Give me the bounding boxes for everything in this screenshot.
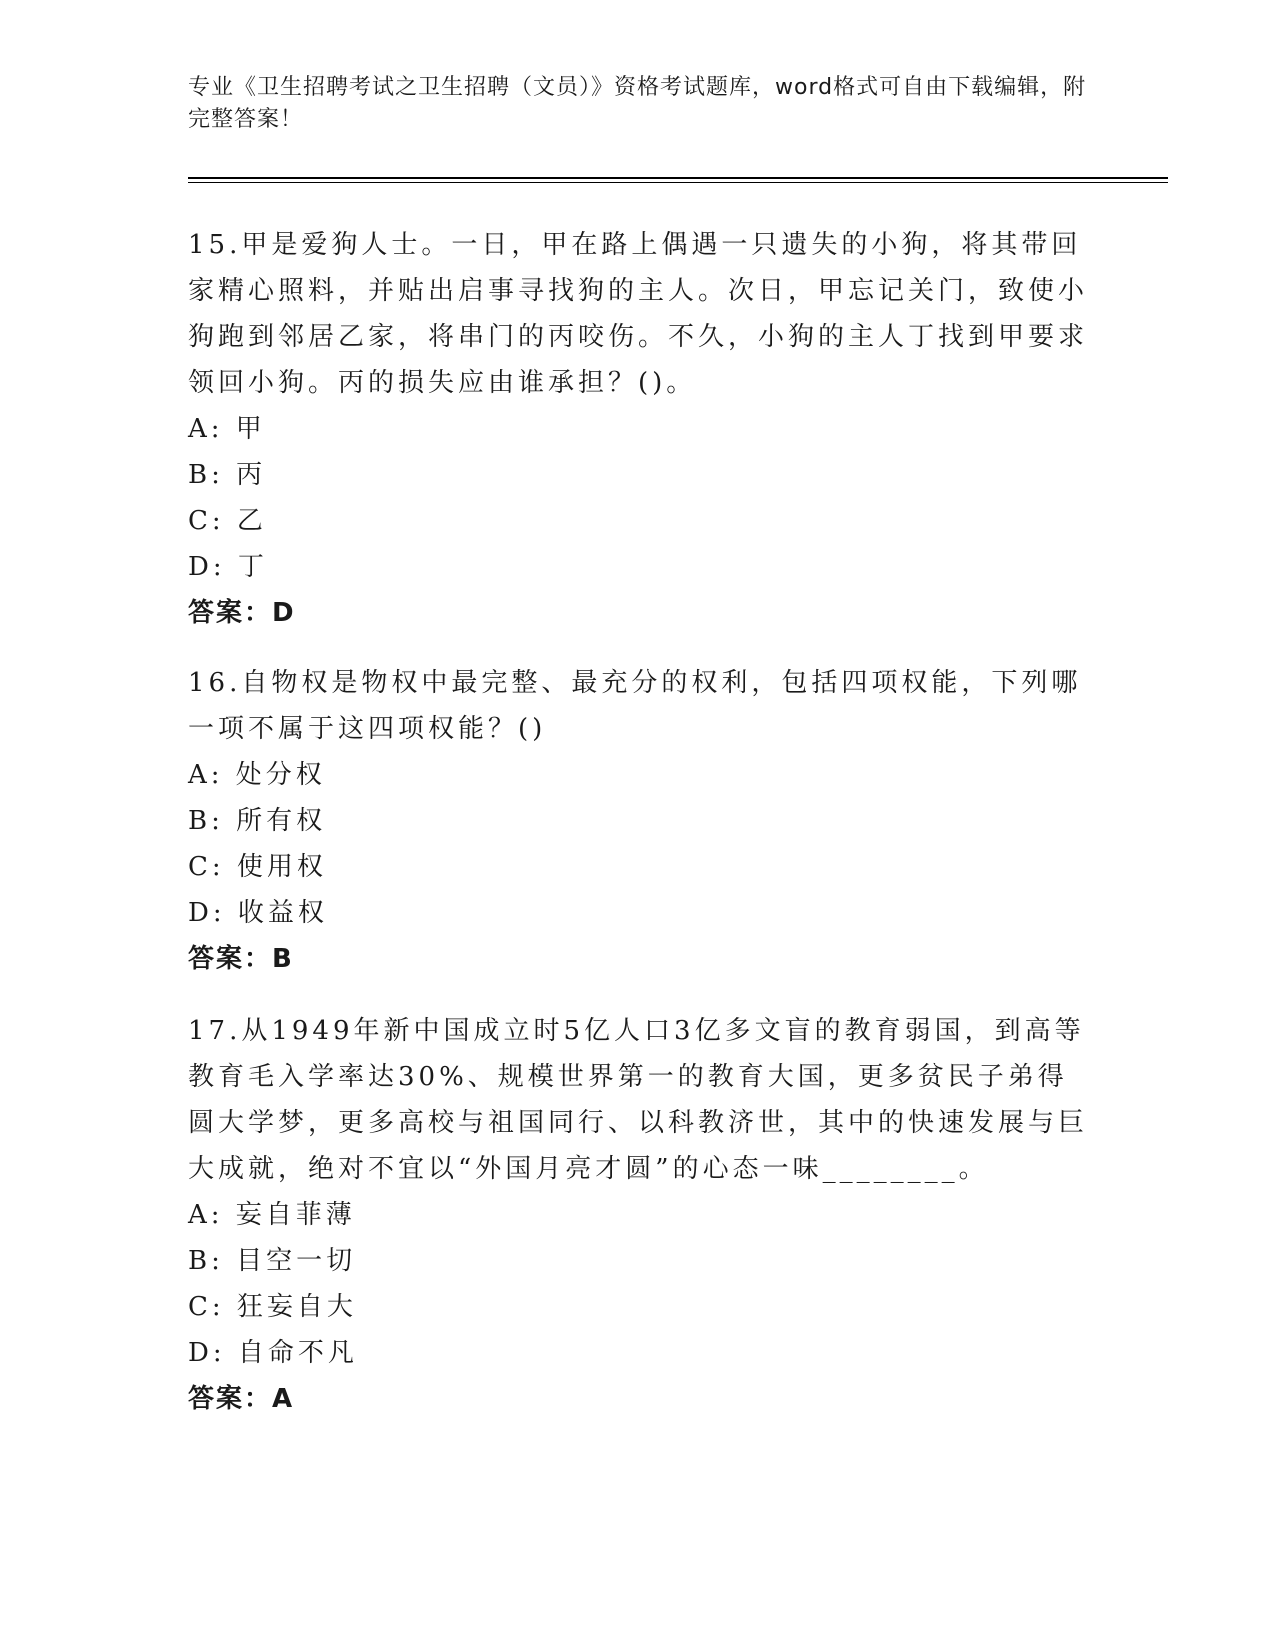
option-b: B: 目空一切	[188, 1246, 357, 1276]
divider-thin-line	[188, 182, 1168, 183]
option-c: C: 乙	[188, 506, 267, 536]
option-a: A: 处分权	[188, 760, 326, 790]
option-b: B: 所有权	[188, 806, 327, 836]
option-a: A: 妄自菲薄	[188, 1200, 356, 1230]
header-divider	[188, 177, 1168, 183]
question-text: 17.从1949年新中国成立时5亿人口3亿多文盲的教育弱国，到高等教育毛入学率达30%、规模世界第一的教育大国，更多贫民子弟得圆大学梦，更多高校与祖国同行、以科教济世，其中的快速发展与巨大成就，绝对不宜以“外国月亮才圆”的心态一味________。	[188, 1016, 1089, 1184]
document-header: 专业《卫生招聘考试之卫生招聘（文员）》资格考试题库，word格式可自由下载编辑，附完整答案！	[188, 75, 1087, 132]
option-a: A: 甲	[188, 414, 266, 444]
divider-thick-line	[188, 177, 1168, 179]
option-d: D: 收益权	[188, 898, 328, 928]
question-text: 16.自物权是物权中最完整、最充分的权利，包括四项权能，下列哪一项不属于这四项权能？()	[188, 668, 1082, 744]
option-d: D: 丁	[188, 552, 268, 582]
question-16	[188, 660, 1088, 982]
answer-line: 答案：B	[188, 944, 294, 974]
answer-line: 答案：D	[188, 598, 296, 628]
question-17	[188, 1008, 1088, 1422]
question-text: 15.甲是爱狗人士。一日，甲在路上偶遇一只遗失的小狗，将其带回家精心照料，并贴出启事寻找狗的主人。次日，甲忘记关门，致使小狗跑到邻居乙家，将串门的丙咬伤。不久，小狗的主人丁找到甲要求领回小狗。丙的损失应由谁承担？()。	[188, 230, 1089, 398]
option-c: C: 使用权	[188, 852, 327, 882]
question-15	[188, 222, 1088, 636]
option-c: C: 狂妄自大	[188, 1292, 357, 1322]
option-d: D: 自命不凡	[188, 1338, 358, 1368]
option-b: B: 丙	[188, 460, 267, 490]
answer-line: 答案：A	[188, 1384, 295, 1414]
